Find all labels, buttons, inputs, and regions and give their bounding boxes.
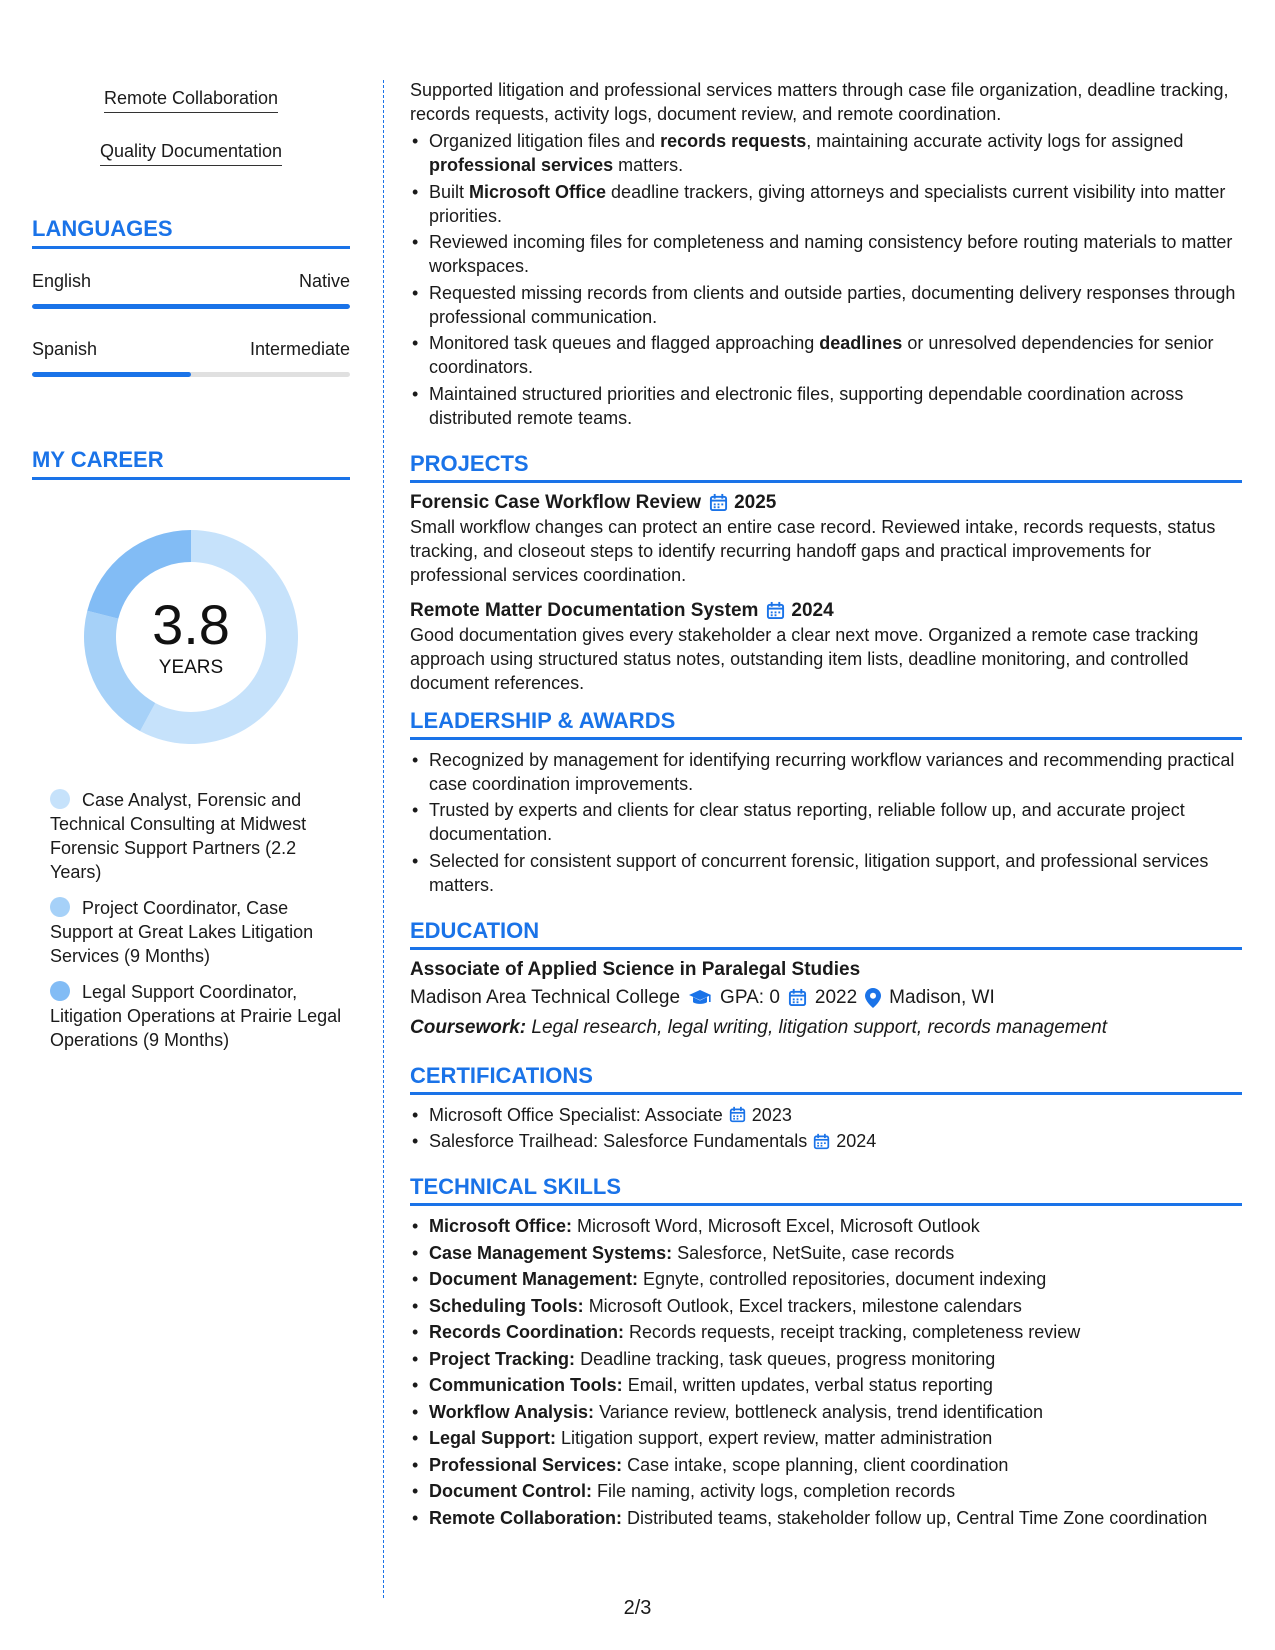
technical-skill-item [410, 1241, 1242, 1265]
calendar-icon [788, 988, 807, 1007]
skill-category: Microsoft Office: [429, 1216, 573, 1236]
skill-category: Communication Tools: [429, 1375, 623, 1395]
skill-values: Egnyte, controlled repositories, document indexing [643, 1269, 1047, 1289]
experience-bullet [410, 129, 1242, 177]
technical-skill-item [410, 1294, 1242, 1318]
calendar-icon [709, 493, 728, 512]
skill-values: Microsoft Word, Microsoft Excel, Microsoft Outlook [577, 1216, 980, 1236]
calendar-icon [729, 1106, 746, 1123]
language-row [32, 339, 350, 360]
project-description: Small workflow changes can protect an entire case record. Reviewed intake, records requests, status tracking, and closeout steps to identify recurring handoff gaps and practical improvements for professional services coordination. [410, 516, 1216, 585]
projects-heading: PROJECTS [410, 450, 1242, 483]
career-total-unit: YEARS [158, 657, 224, 678]
project-year-text: 2025 [734, 491, 777, 513]
skill-category: Professional Services: [429, 1454, 623, 1475]
career-role-dot [50, 897, 70, 917]
leadership-item: • Recognized by management for identifying recurring workflow variances and recommending practical case coordination improvements. [410, 748, 1242, 796]
career-roles-list [32, 788, 350, 1052]
career-total-years: 3.8 [152, 593, 230, 656]
skill-values: Litigation support, expert review, matter administration [561, 1428, 993, 1448]
skill-category: Case Management Systems: [429, 1242, 673, 1263]
career-role-text: Legal Support Coordinator, Litigation Operations at Prairie Legal Operations (9 Months) [50, 982, 342, 1050]
skill-values: Variance review, bottleneck analysis, trend identification [599, 1401, 1043, 1422]
career-role-text: Project Coordinator, Case Support at Great Lakes Litigation Services (9 Months) [50, 898, 314, 966]
coursework-text: Legal research, legal writing, litigation support, records management [531, 1016, 1108, 1038]
bullet-text: Monitored task queues and flagged approaching [429, 333, 820, 353]
experience-bullet [410, 230, 1242, 278]
languages-list [32, 271, 350, 377]
education-year: 2022 [814, 986, 858, 1008]
career-role-item [50, 788, 350, 884]
certification-name: • Microsoft Office Specialist: Associate [429, 1104, 723, 1125]
career-heading: MY CAREER [32, 447, 350, 480]
skill-category: Workflow Analysis: [429, 1401, 595, 1422]
top-skill: Remote Collaboration [104, 78, 278, 113]
leadership-list [410, 748, 1242, 897]
project-title: Forensic Case Workflow Review [410, 491, 702, 513]
education-details [410, 986, 1242, 1010]
bullet-text: Maintained structured priorities and electronic files, supporting dependable coordination across distributed remote teams. [429, 383, 1184, 428]
certification-name: • Salesforce Trailhead: Salesforce Fundamentals [429, 1131, 808, 1151]
bullet-text: deadline trackers, giving attorneys and specialists current visibility into matter priorities. [429, 181, 1226, 226]
technical-skill-item [410, 1426, 1242, 1450]
certification-item [410, 1103, 1242, 1127]
technical-skills-list [410, 1214, 1242, 1530]
bullet-text: Reviewed incoming files for completeness and naming consistency before routing materials to matter workspaces. [429, 232, 1233, 276]
bullet-text: Requested missing records from clients and outside parties, documenting delivery responses through professional communication. [429, 282, 1236, 327]
language-name: English [32, 271, 92, 291]
bullet-text: Organized litigation files and [429, 131, 661, 151]
bullet-keyword: Microsoft Office [469, 181, 607, 202]
leadership-item: • Trusted by experts and clients for clear status reporting, reliable follow up, and accurate project documentation. [410, 798, 1242, 846]
career-role-item [50, 980, 350, 1052]
skill-values: File naming, activity logs, completion records [597, 1481, 956, 1501]
experience-intro: Supported litigation and professional services matters through case file organization, deadline tracking, records requests, activity logs, document review, and remote coordination. [410, 80, 1229, 124]
leadership-heading: LEADERSHIP & AWARDS [410, 707, 1242, 740]
skill-values: Deadline tracking, task queues, progress monitoring [580, 1348, 996, 1369]
education-location: Madison, WI [889, 986, 995, 1008]
education-coursework [410, 1016, 1242, 1040]
experience-bullet [410, 180, 1242, 228]
skill-values: Email, written updates, verbal status reporting [627, 1375, 993, 1395]
project-title-row [410, 491, 1242, 515]
certification-year: 2023 [751, 1104, 792, 1125]
certification-item [410, 1129, 1242, 1153]
bullet-keyword: deadlines [819, 333, 903, 353]
column-divider [383, 80, 384, 1598]
experience-bullet [410, 281, 1242, 329]
career-donut-center [76, 522, 306, 752]
bullet-text: matters. [613, 155, 684, 175]
skill-category: Scheduling Tools: [429, 1295, 584, 1316]
skill-category: Remote Collaboration: [429, 1507, 623, 1528]
calendar-icon [766, 601, 785, 620]
experience-bullet [410, 331, 1242, 379]
language-item [32, 271, 350, 309]
language-row [32, 271, 350, 292]
certifications-list [410, 1103, 1242, 1154]
education-school: Madison Area Technical College [410, 986, 681, 1008]
skill-category: Document Management: [429, 1269, 639, 1289]
location-pin-icon [865, 988, 881, 1008]
technical-skill-item [410, 1453, 1242, 1477]
graduation-cap-icon [688, 989, 712, 1007]
language-proficiency-bar [32, 304, 350, 309]
bullet-keyword: professional services [429, 155, 614, 175]
project-year-text: 2024 [791, 599, 834, 621]
career-role-dot [50, 981, 70, 1001]
project-title-row [410, 599, 1242, 623]
leadership-item: • Selected for consistent support of concurrent forensic, litigation support, and professional services matters. [410, 849, 1242, 897]
language-proficiency-fill [32, 304, 350, 309]
technical-skill-item [410, 1347, 1242, 1371]
technical-skill-item [410, 1267, 1242, 1291]
technical-skills-heading: TECHNICAL SKILLS [410, 1173, 1242, 1206]
language-name: Spanish [32, 339, 98, 359]
career-role-dot [50, 789, 70, 809]
skill-values: Case intake, scope planning, client coordination [627, 1454, 1009, 1475]
main-content [410, 78, 1242, 1532]
skill-category: Project Tracking: [429, 1348, 576, 1369]
career-role-item [50, 896, 350, 968]
certification-row [429, 1129, 876, 1153]
experience-bullet [410, 382, 1242, 430]
sidebar [32, 78, 350, 1064]
language-level: Intermediate [249, 339, 350, 359]
education-degree: Associate of Applied Science in Paralegal Studies [410, 958, 861, 980]
technical-skill-item [410, 1479, 1242, 1503]
languages-heading: LANGUAGES [32, 216, 350, 249]
career-role-text: Case Analyst, Forensic and Technical Consulting at Midwest Forensic Support Partners (2.2 Years) [50, 790, 307, 882]
project-description: Good documentation gives every stakeholder a clear next move. Organized a remote case tracking approach using structured status notes, outstanding item lists, deadline monitoring, and controlled document references. [410, 624, 1199, 693]
technical-skill-item [410, 1214, 1242, 1238]
project-year [766, 599, 833, 623]
career-donut-chart [76, 522, 306, 752]
language-level: Native [298, 271, 350, 291]
language-proficiency-fill [32, 372, 191, 377]
page-number: 2/3 [623, 1597, 652, 1619]
education-gpa: GPA: 0 [720, 986, 780, 1008]
skill-values: Salesforce, NetSuite, case records [677, 1242, 955, 1263]
technical-skill-item [410, 1506, 1242, 1530]
calendar-icon [813, 1133, 830, 1150]
technical-skill-item [410, 1400, 1242, 1424]
experience-bullets [410, 129, 1242, 430]
skill-category: Document Control: [429, 1481, 592, 1501]
skill-values: Distributed teams, stakeholder follow up, Central Time Zone coordination [627, 1507, 1208, 1528]
education-heading: EDUCATION [410, 917, 1242, 950]
bullet-text: , maintaining accurate activity logs for assigned [806, 131, 1184, 151]
language-proficiency-bar [32, 372, 350, 377]
skill-values: Microsoft Outlook, Excel trackers, milestone calendars [588, 1295, 1022, 1316]
bullet-text: Built [429, 181, 470, 202]
projects-list [410, 491, 1242, 695]
language-item [32, 339, 350, 377]
skill-values: Records requests, receipt tracking, completeness review [629, 1322, 1081, 1342]
coursework-label: Coursework: [410, 1016, 527, 1038]
certification-year: 2024 [836, 1131, 877, 1151]
bullet-text: or unresolved dependencies for senior coordinators. [429, 333, 1214, 377]
skill-category: Records Coordination: [429, 1322, 625, 1342]
skill-category: Legal Support: [429, 1428, 556, 1448]
top-skill: Quality Documentation [100, 131, 282, 166]
technical-skill-item [410, 1320, 1242, 1344]
project-title: Remote Matter Documentation System [410, 599, 759, 621]
project-year [709, 491, 776, 515]
certification-row [429, 1103, 792, 1127]
certifications-heading: CERTIFICATIONS [410, 1062, 1242, 1095]
bullet-keyword: records requests [660, 131, 807, 151]
technical-skill-item [410, 1373, 1242, 1397]
